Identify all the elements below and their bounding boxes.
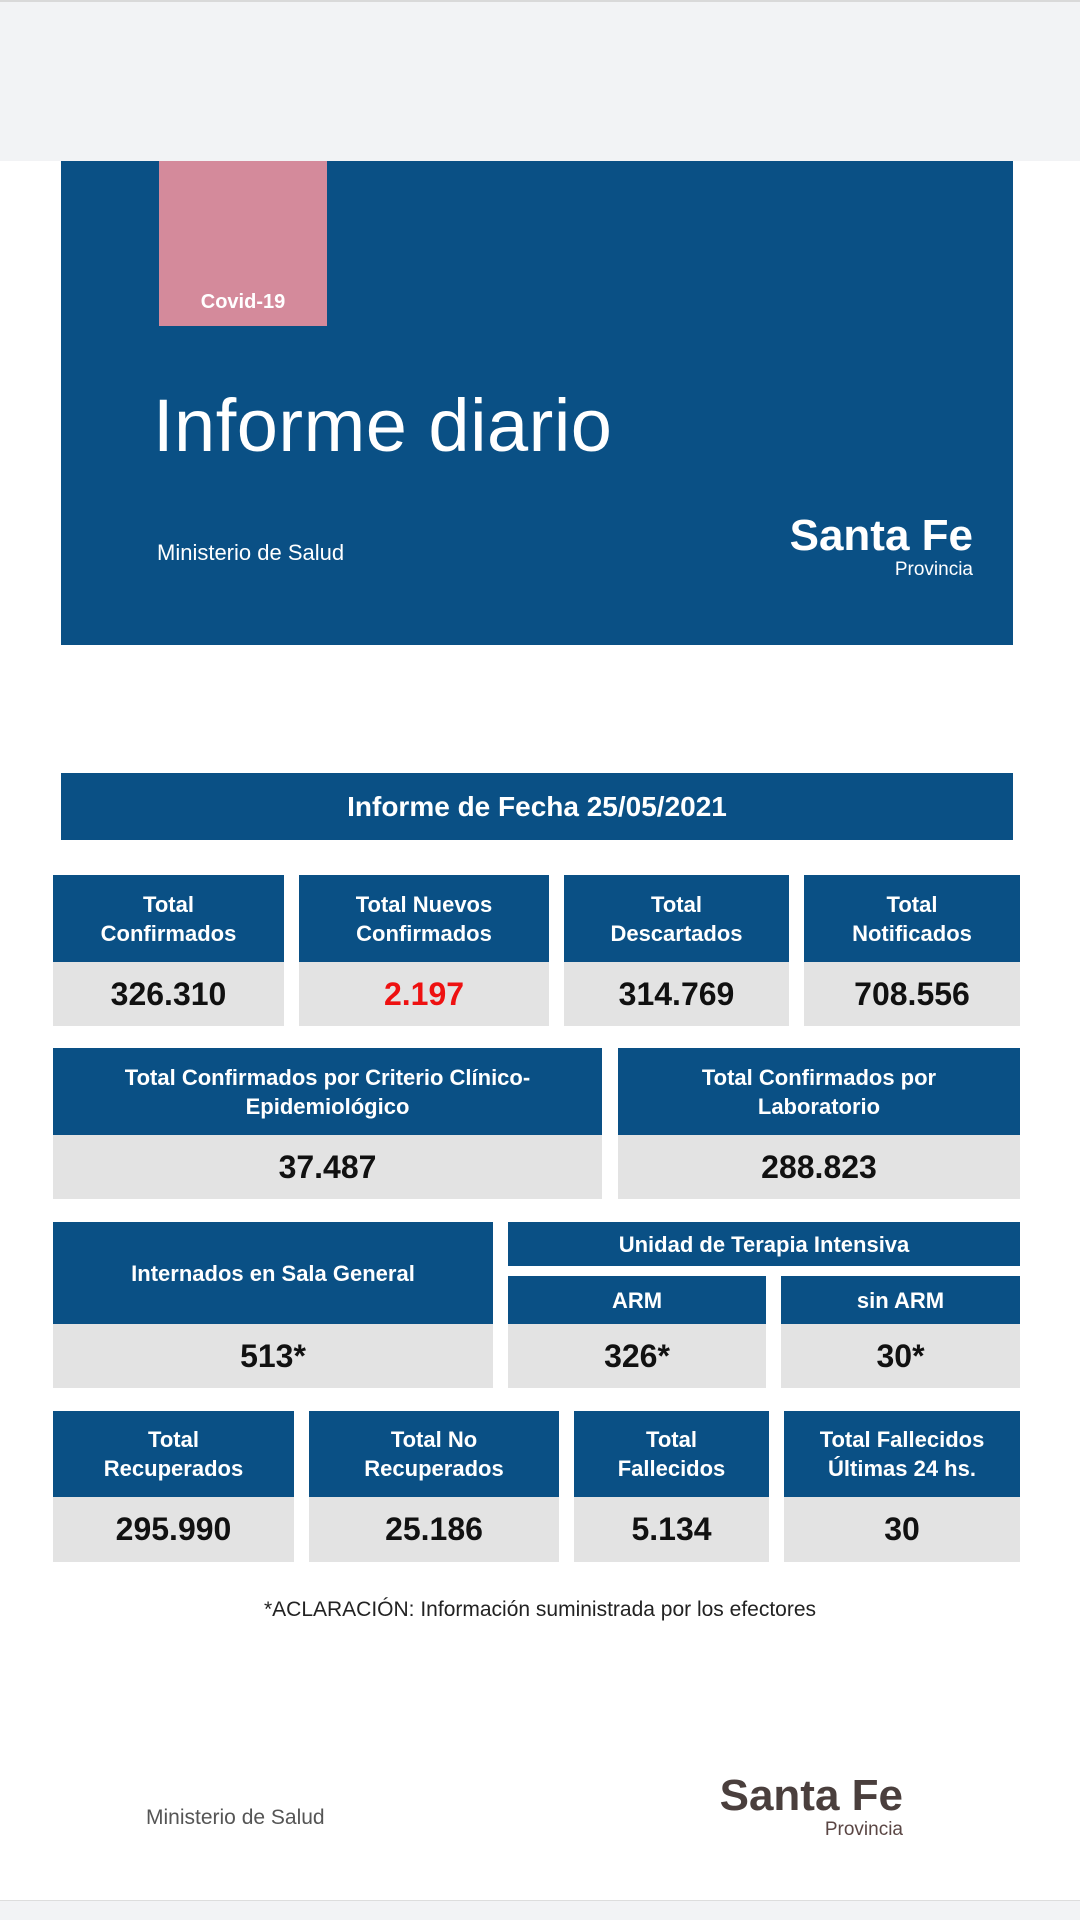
card-total-notificados [804,875,1020,1026]
logo-brand: Santa Fe [789,511,973,560]
report-title: Informe diario [153,384,613,467]
report-date-bar: Informe de Fecha 25/05/2021 [61,773,1013,840]
card-total-no-recuperados [309,1411,559,1562]
card-value: 37.487 [53,1135,602,1199]
card-value: 30 [784,1497,1020,1562]
footer-ministry-label: Ministerio de Salud [146,1806,325,1829]
card-fallecidos-24hs [784,1411,1020,1562]
clarification-note: *ACLARACIÓN: Información suministrada por los efectores [263,1598,817,1621]
card-total-recuperados [53,1411,294,1562]
card-confirmados-laboratorio [618,1048,1020,1199]
card-label: Internados en Sala General [53,1222,493,1324]
card-internados-sala-general [53,1222,493,1388]
card-value: 288.823 [618,1135,1020,1199]
top-bar [0,0,1080,161]
ministry-label: Ministerio de Salud [157,540,345,565]
card-total-nuevos-confirmados [299,875,549,1026]
card-uti-sin-arm [781,1276,1020,1388]
card-value: 326.310 [53,962,284,1026]
footer-santa-fe-logo [641,1771,903,1840]
card-value: 25.186 [309,1497,559,1562]
card-label: Total Notificados [804,875,1020,962]
card-total-fallecidos [574,1411,769,1562]
card-value: 295.990 [53,1497,294,1562]
card-uti-arm [508,1276,766,1388]
card-value: 30* [781,1324,1020,1388]
card-label: sin ARM [781,1276,1020,1324]
card-label: Total Nuevos Confirmados [299,875,549,962]
card-total-confirmados [53,875,284,1026]
bottom-bar [0,1900,1080,1920]
card-label: Total Fallecidos [574,1411,769,1497]
covid-tag-label: Covid-19 [200,291,286,313]
card-value: 513* [53,1324,493,1388]
card-value: 2.197 [299,962,549,1026]
card-label: Total Descartados [564,875,789,962]
covid-tag [159,161,327,326]
card-label: Total Confirmados por Criterio Clínico- Epidemiológico [53,1048,602,1135]
card-value: 314.769 [564,962,789,1026]
card-label: Total Confirmados [53,875,284,962]
uti-header [508,1222,1020,1266]
card-label: Total Recuperados [53,1411,294,1497]
card-label: Total No Recuperados [309,1411,559,1497]
card-label: Total Fallecidos Últimas 24 hs. [784,1411,1020,1497]
card-value: 326* [508,1324,766,1388]
logo-province: Provincia [894,559,973,580]
report-header [61,161,1013,645]
uti-title: Unidad de Terapia Intensiva [508,1222,1020,1266]
card-value: 708.556 [804,962,1020,1026]
santa-fe-logo [713,511,973,580]
card-label: ARM [508,1276,766,1324]
card-confirmados-criterio-clinico [53,1048,602,1199]
card-label: Total Confirmados por Laboratorio [618,1048,1020,1135]
footer-logo-province: Provincia [824,1819,903,1840]
footer-logo-brand: Santa Fe [719,1771,903,1820]
card-value: 5.134 [574,1497,769,1562]
card-total-descartados [564,875,789,1026]
